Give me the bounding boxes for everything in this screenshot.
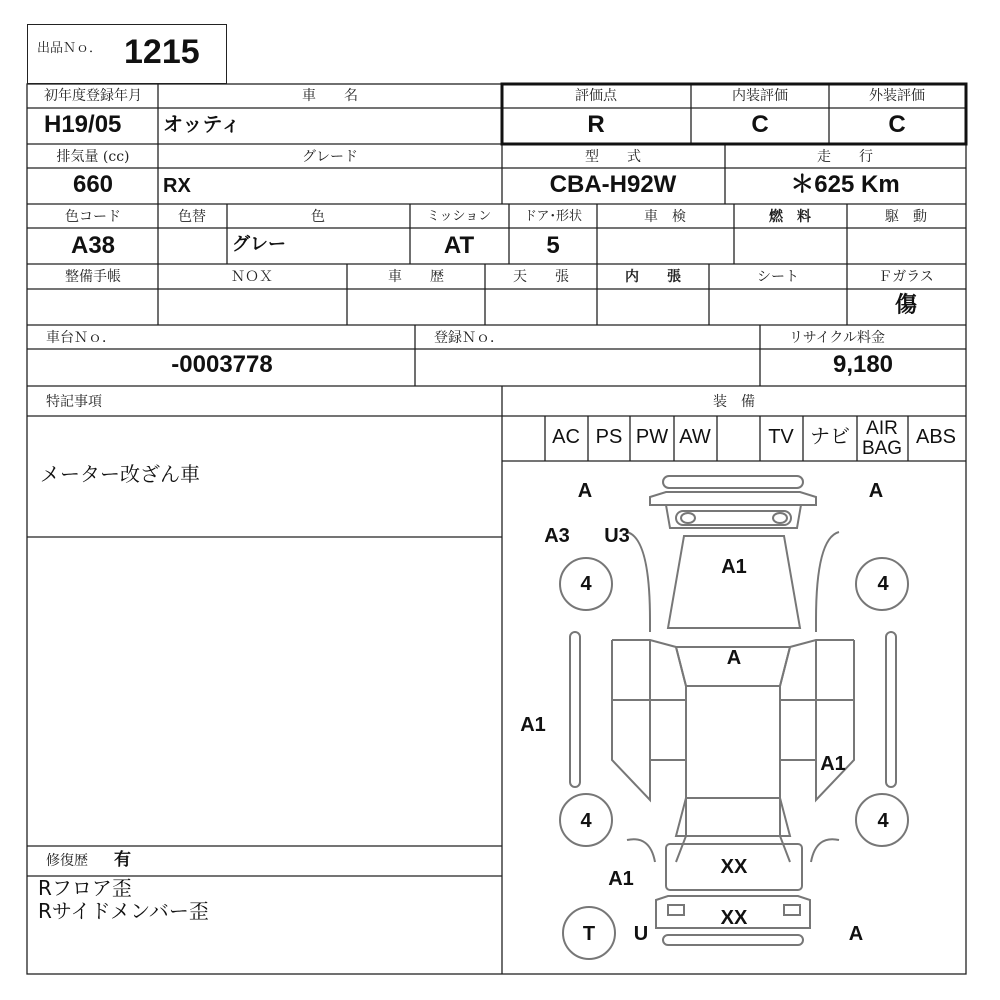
repair-value: 有 <box>114 850 131 870</box>
mark-front-left-a3: A3 <box>544 525 570 547</box>
equip-abs: ABS <box>915 426 957 448</box>
chassis-label: 車台Ｎｏ． <box>46 330 116 346</box>
mark-rear-u: U <box>633 923 649 945</box>
year-label: 初年度登録年月 <box>44 88 142 104</box>
color-code-value: A38 <box>70 232 116 259</box>
notes-text: メーター改ざん車 <box>40 462 200 486</box>
exterior-score-label: 外装評価 <box>869 88 925 104</box>
equip-ps: PS <box>595 426 623 448</box>
notes-label: 特記事項 <box>46 394 102 410</box>
interior-trim-label: 内 張 <box>625 269 681 285</box>
grade-label: グレード <box>302 149 358 165</box>
recycle-label: リサイクル料金 <box>788 330 886 346</box>
score-value: R <box>587 111 605 138</box>
equip-airbag-bottom: BAG <box>861 438 903 459</box>
registration-label: 登録Ｎｏ． <box>434 330 504 346</box>
mark-windshield: A <box>726 647 742 669</box>
inspection-label: 車 検 <box>644 209 686 225</box>
mark-front-left-corner: A <box>577 480 593 502</box>
color-value: グレー <box>232 234 286 255</box>
name-label: 車 名 <box>302 88 358 104</box>
glass-label: Ｆガラス <box>878 269 934 285</box>
repaint-label: 色替 <box>178 209 206 225</box>
color-label: 色 <box>311 209 325 225</box>
mark-front-right-corner: A <box>868 480 884 502</box>
seat-label: シート <box>757 269 799 285</box>
mark-rear-left: A1 <box>608 868 634 890</box>
repair-line-1: Rフロア歪 <box>38 876 132 900</box>
equip-ac: AC <box>552 426 580 448</box>
color-code-label: 色コード <box>65 209 121 225</box>
mileage-label: 走 行 <box>817 149 873 165</box>
glass-value: 傷 <box>894 292 918 318</box>
model-label: 型 式 <box>585 149 641 165</box>
mark-front-left-u3: U3 <box>604 525 630 547</box>
door-label: ドア･形状 <box>523 209 583 224</box>
door-value: 5 <box>546 232 560 259</box>
drive-label: 駆 動 <box>885 209 927 225</box>
mark-left-side: A1 <box>520 714 546 736</box>
fuel-label: 燃 料 <box>769 209 811 225</box>
model-value: CBA-H92W <box>549 171 677 198</box>
equip-navi: ナビ <box>810 424 850 448</box>
score-label: 評価点 <box>575 88 617 104</box>
mark-hood: A1 <box>721 556 747 578</box>
lot-number: 1215 <box>124 33 200 71</box>
grade-value: RX <box>163 175 191 197</box>
lot-label: 出品Ｎｏ． <box>37 41 103 56</box>
mark-rear-window: XX <box>720 856 748 878</box>
equip-aw: AW <box>679 426 711 448</box>
displacement-value: 660 <box>72 171 114 198</box>
nox-label: ＮＯＸ <box>231 269 273 285</box>
repair-line-2: Rサイドメンバー歪 <box>38 899 209 923</box>
interior-score-label: 内装評価 <box>732 88 788 104</box>
mileage-value: ＊625 Km <box>790 171 900 198</box>
mark-right-side: A1 <box>820 753 846 775</box>
mark-wheel-fl: 4 <box>580 573 592 595</box>
mission-label: ミッション <box>426 209 492 224</box>
mark-rear-right: A <box>848 923 864 945</box>
mark-wheel-rl: 4 <box>580 810 592 832</box>
interior-score-value: C <box>751 111 769 138</box>
equip-pw: PW <box>635 426 669 448</box>
mark-wheel-rr: 4 <box>877 810 889 832</box>
name-value: オッティ <box>163 112 241 136</box>
roof-label: 天 張 <box>513 269 569 285</box>
history-label: 車 歴 <box>388 269 444 285</box>
mark-wheel-fr: 4 <box>877 573 889 595</box>
year-value: H19/05 <box>44 111 122 138</box>
equipment-label: 装 備 <box>713 394 755 410</box>
equip-airbag-top: AIR <box>866 418 898 439</box>
displacement-label: 排気量 (cc) <box>56 149 130 165</box>
maintenance-label: 整備手帳 <box>65 269 121 285</box>
repair-label: 修復歴 <box>46 853 88 869</box>
equip-tv: TV <box>768 426 794 448</box>
mission-value: AT <box>443 232 475 259</box>
mark-rear-bumper: XX <box>720 907 748 929</box>
recycle-value: 9,180 <box>832 351 894 378</box>
mark-spare: T <box>582 923 596 945</box>
chassis-value: -0003778 <box>171 351 273 378</box>
exterior-score-value: C <box>888 111 906 138</box>
